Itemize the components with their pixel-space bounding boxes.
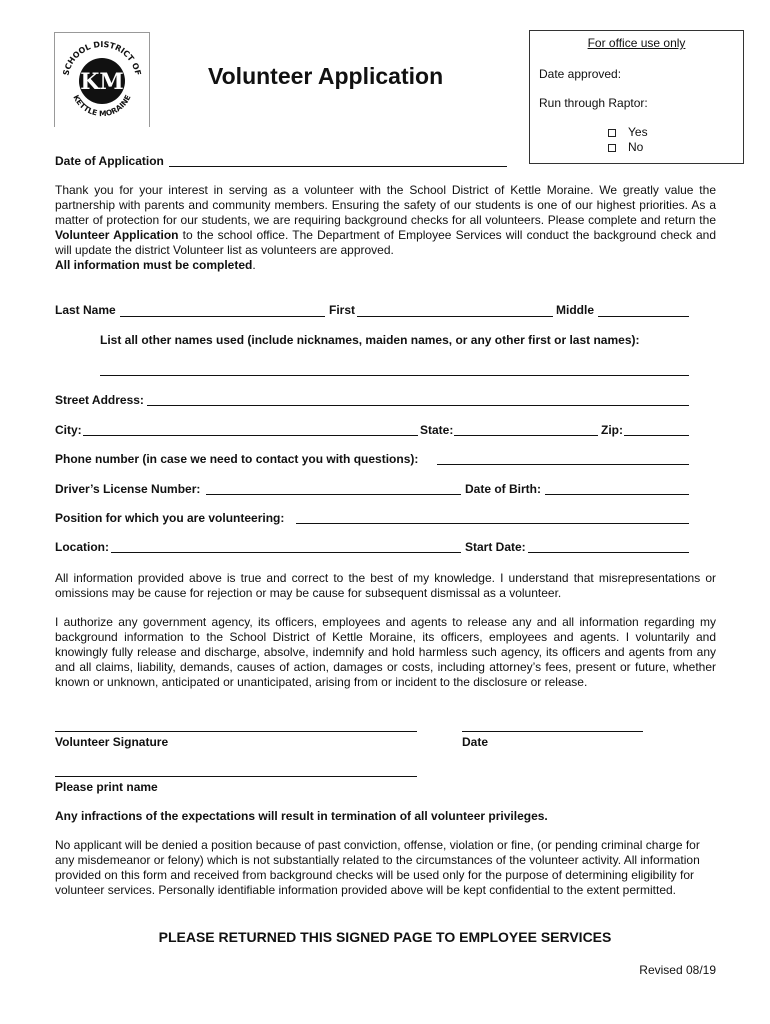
nondiscrimination-paragraph: No applicant will be denied a position because of past conviction, offense, violation or fine, (or pending criminal charge for any misdemeanor or felony) which is not substantially related to the circumstances of the volunteer activity. All information provided on this form and received from background checks will be used only for the purpose of determining eligibility for volunteer services. Personally identifiable information provided above will be kept confidential to the extent permitted. (55, 838, 700, 897)
last-name-label: Last Name (55, 303, 116, 317)
all-info-required: All information must be completed (55, 258, 253, 272)
certification-paragraph: All information provided above is true and correct to the best of my knowledge. I understand that misrepresentations or omissions may be cause for rejection or may be cause for subsequent dismissal as a volunteer. (55, 571, 716, 600)
city-label: City: (55, 423, 82, 437)
raptor-label: Run through Raptor: (539, 96, 648, 110)
logo-ring-bottom: KETTLE MORAINE (71, 93, 133, 119)
position-input[interactable] (296, 523, 689, 524)
first-name-label: First (329, 303, 356, 317)
drivers-license-input[interactable] (206, 494, 461, 495)
date-of-birth-label: Date of Birth: (465, 482, 541, 496)
page-title: Volunteer Application (208, 63, 444, 89)
signature-date-label: Date (462, 735, 489, 749)
date-of-application-line[interactable] (169, 166, 507, 167)
location-input[interactable] (111, 552, 461, 553)
other-names-label: List all other names used (include nicknames, maiden names, or any other first or last names): (100, 333, 640, 347)
other-names-input[interactable] (100, 375, 689, 376)
no-checkbox[interactable] (608, 144, 616, 152)
city-input[interactable] (83, 435, 418, 436)
print-name-line[interactable] (55, 776, 417, 777)
logo-monogram: KM (80, 69, 124, 95)
authorization-paragraph: I authorize any government agency, its officers, employees and agents to release any and all information regarding my background information to the School District of Kettle Moraine, its officers, employees and agents. I voluntarily and knowingly fully release and discharge, absolve, indemnify and hold harmless such agency, its officers and agents from any and all claims, liability, demands, causes of action, damages or costs, including attorney’s fees, present or future, whether known or unknown, anticipated or unanticipated, arising from or incident to the disclosure or release. (55, 615, 716, 689)
infractions-notice: Any infractions of the expectations will result in termination of all volunteer privileges. (55, 809, 548, 823)
print-name-label: Please print name (55, 780, 158, 794)
district-seal-icon (55, 33, 149, 127)
date-approved-label: Date approved: (539, 67, 622, 81)
volunteer-signature-label: Volunteer Signature (55, 735, 169, 749)
revision-date: Revised 08/19 (639, 963, 716, 977)
date-of-birth-input[interactable] (545, 494, 689, 495)
start-date-label: Start Date: (465, 540, 526, 554)
drivers-license-label: Driver’s License Number: (55, 482, 201, 496)
location-label: Location: (55, 540, 109, 554)
yes-checkbox[interactable] (608, 129, 616, 137)
zip-label: Zip: (601, 423, 623, 437)
office-use-heading: For office use only (587, 36, 686, 50)
street-address-label: Street Address: (55, 393, 144, 407)
raptor-no-option[interactable]: No (608, 140, 643, 154)
logo-ring-top: SCHOOL DISTRICT OF (61, 39, 143, 77)
intro-paragraph: Thank you for your interest in serving as a volunteer with the School District of Kettle Moraine. We greatly value the partnership with parents and community members. Ensuring the safety of our students is one of our highest priorities. As a matter of protection for our students, we are requiring background checks for all volunteers. Please complete and return the Volunteer Application to the school office. The Department of Employee Services will conduct the background check and will update the district Volunteer list as volunteers are approved. All information must be completed. (55, 183, 717, 272)
return-instruction: PLEASE RETURNED THIS SIGNED PAGE TO EMPLOYEE SERVICES (158, 929, 612, 945)
last-name-input[interactable] (120, 316, 325, 317)
phone-input[interactable] (437, 464, 689, 465)
raptor-yes-option[interactable]: Yes (608, 125, 648, 139)
street-address-input[interactable] (147, 405, 689, 406)
date-of-application-label: Date of Application (55, 154, 164, 168)
volunteer-signature-line[interactable] (55, 731, 417, 732)
position-label: Position for which you are volunteering: (55, 511, 285, 525)
start-date-input[interactable] (528, 552, 689, 553)
phone-label: Phone number (in case we need to contact you with questions): (55, 452, 419, 466)
middle-name-input[interactable] (598, 316, 689, 317)
zip-input[interactable] (624, 435, 689, 436)
first-name-input[interactable] (357, 316, 553, 317)
state-input[interactable] (454, 435, 598, 436)
state-label: State: (420, 423, 454, 437)
middle-name-label: Middle (556, 303, 594, 317)
office-use-box (529, 30, 744, 164)
district-logo (54, 32, 150, 127)
signature-date-line[interactable] (462, 731, 643, 732)
